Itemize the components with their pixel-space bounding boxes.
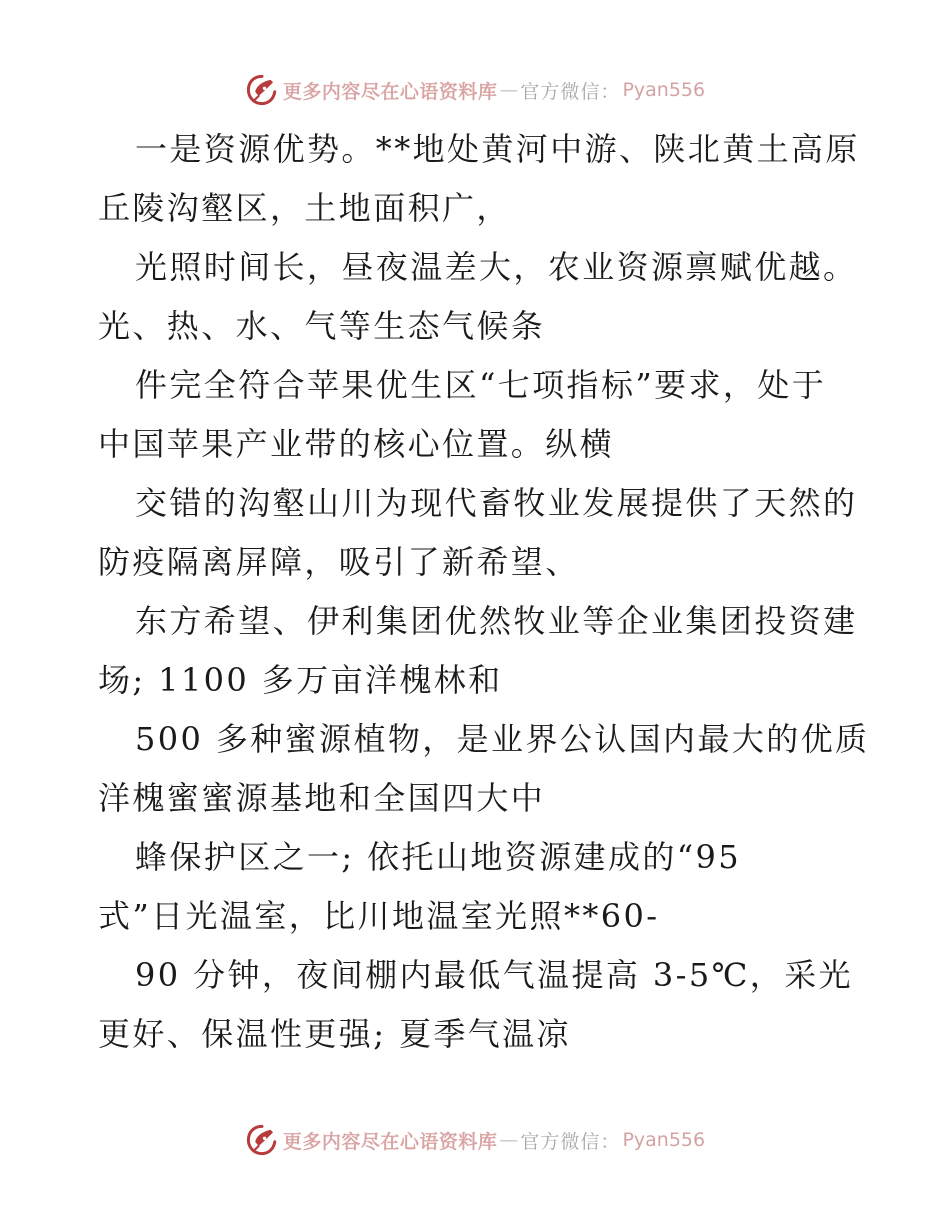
text-line: 交错的沟壑山川为现代畜牧业发展提供了天然的 [135,484,858,522]
banner-text: 更多内容尽在心语资料库 [282,80,498,103]
pen-swirl-logo-icon [245,1123,279,1157]
text-line: 场; 1100 多万亩洋槐林和 [98,661,503,699]
footer-banner [0,1120,950,1160]
text-line: 更好、保温性更强; 夏季气温凉 [98,1015,571,1053]
banner-wechat-label: 官方微信： [520,80,621,103]
text-line: 光照时间长，昼夜温差大，农业资源禀赋优越。 [135,248,858,286]
text-line: 防疫隔离屏障，吸引了新希望、 [98,543,580,581]
banner-dash: — [499,79,519,101]
text-line: 500 多种蜜源植物，是业界公认国内最大的优质 [135,720,870,758]
banner-wechat-id: Pyan556 [622,1129,706,1151]
document-body [98,120,870,1064]
text-line: 件完全符合苹果优生区“七项指标”要求，处于 [135,366,827,404]
header-banner [0,70,950,110]
text-line: 东方希望、伊利集团优然牧业等企业集团投资建 [135,602,858,640]
banner-dash: — [499,1129,519,1151]
text-line: 洋槐蜜蜜源基地和全国四大中 [98,779,546,817]
pen-swirl-logo-icon [245,73,279,107]
text-line: 式”日光温室，比川地温室光照**60- [98,897,660,935]
text-line: 蜂保护区之一; 依托山地资源建成的“95 [135,838,742,876]
banner-wechat-id: Pyan556 [622,79,706,101]
text-line: 光、热、水、气等生态气候条 [98,307,546,345]
text-line: 一是资源优势。**地处黄河中游、陕北黄土高原 [135,130,860,168]
banner-wechat-label: 官方微信： [520,1130,621,1153]
text-line: 丘陵沟壑区，土地面积广， [98,189,511,227]
banner-text: 更多内容尽在心语资料库 [282,1130,498,1153]
text-line: 90 分钟，夜间棚内最低气温提高 3-5℃，采光 [135,956,853,994]
text-line: 中国苹果产业带的核心位置。纵横 [98,425,615,463]
